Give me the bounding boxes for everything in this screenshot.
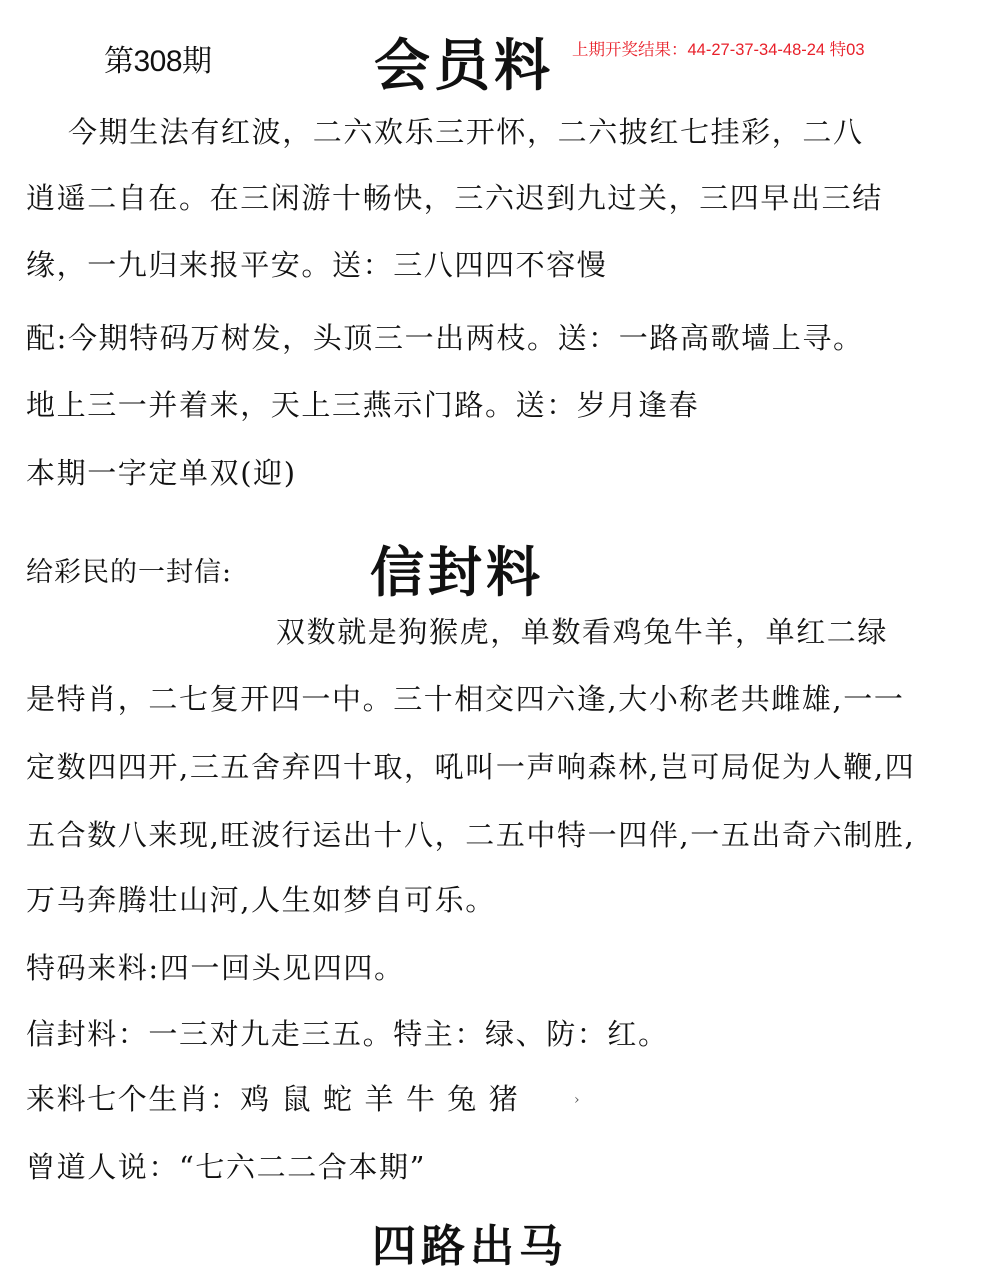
issue-number: 第308期 <box>104 45 212 78</box>
letter-line: 万马奔腾壮山河,人生如梦自可乐。 <box>26 883 496 917</box>
letter-line: 双数就是狗猴虎，单数看鸡兔牛羊，单红二绿 <box>276 615 889 649</box>
letter-title: 信封料 <box>370 540 544 604</box>
member-line: 地上三一并着来，天上三燕示门路。送：岁月逢春 <box>26 388 700 422</box>
letter-line: 特码来料:四一回头见四四。 <box>26 951 405 985</box>
member-line: 今期生法有红波，二六欢乐三开怀，二六披红七挂彩，二八 <box>68 115 864 149</box>
last-draw-result: 上期开奖结果：44-27-37-34-48-24 特03 <box>572 41 865 59</box>
member-line: 本期一字定单双(迎) <box>26 456 297 490</box>
letter-line: 是特肖，二七复开四一中。三十相交四六逢,大小称老共雌雄,一一 <box>26 682 905 716</box>
letter-line: 信封料：一三对九走三五。特主：绿、防：红。 <box>26 1017 669 1051</box>
footer-title: 四路出马 <box>372 1221 568 1272</box>
member-line: 配:今期特码万树发，头顶三一出两枝。送：一路高歌墙上寻。 <box>26 321 864 355</box>
letter-line: 定数四四开,三五舍弃四十取，吼叫一声响森林,岂可局促为人鞭,四 <box>26 750 916 784</box>
zodiac-line: 来料七个生肖：鸡 鼠 蛇 羊 牛 兔 猪 <box>26 1082 520 1116</box>
letter-line: 五合数八来现,旺波行运出十八，二五中特一四伴,一五出奇六制胜, <box>26 818 916 852</box>
stray-mark: › <box>574 1092 580 1108</box>
prophet-quote: 曾道人说：“七六二二合本期” <box>26 1150 427 1184</box>
page-title: 会员料 <box>374 33 554 99</box>
letter-label: 给彩民的一封信: <box>26 557 233 588</box>
member-line: 缘，一九归来报平安。送：三八四四不容慢 <box>26 248 608 282</box>
member-line: 逍遥二自在。在三闲游十畅快，三六迟到九过关，三四早出三结 <box>26 181 883 215</box>
